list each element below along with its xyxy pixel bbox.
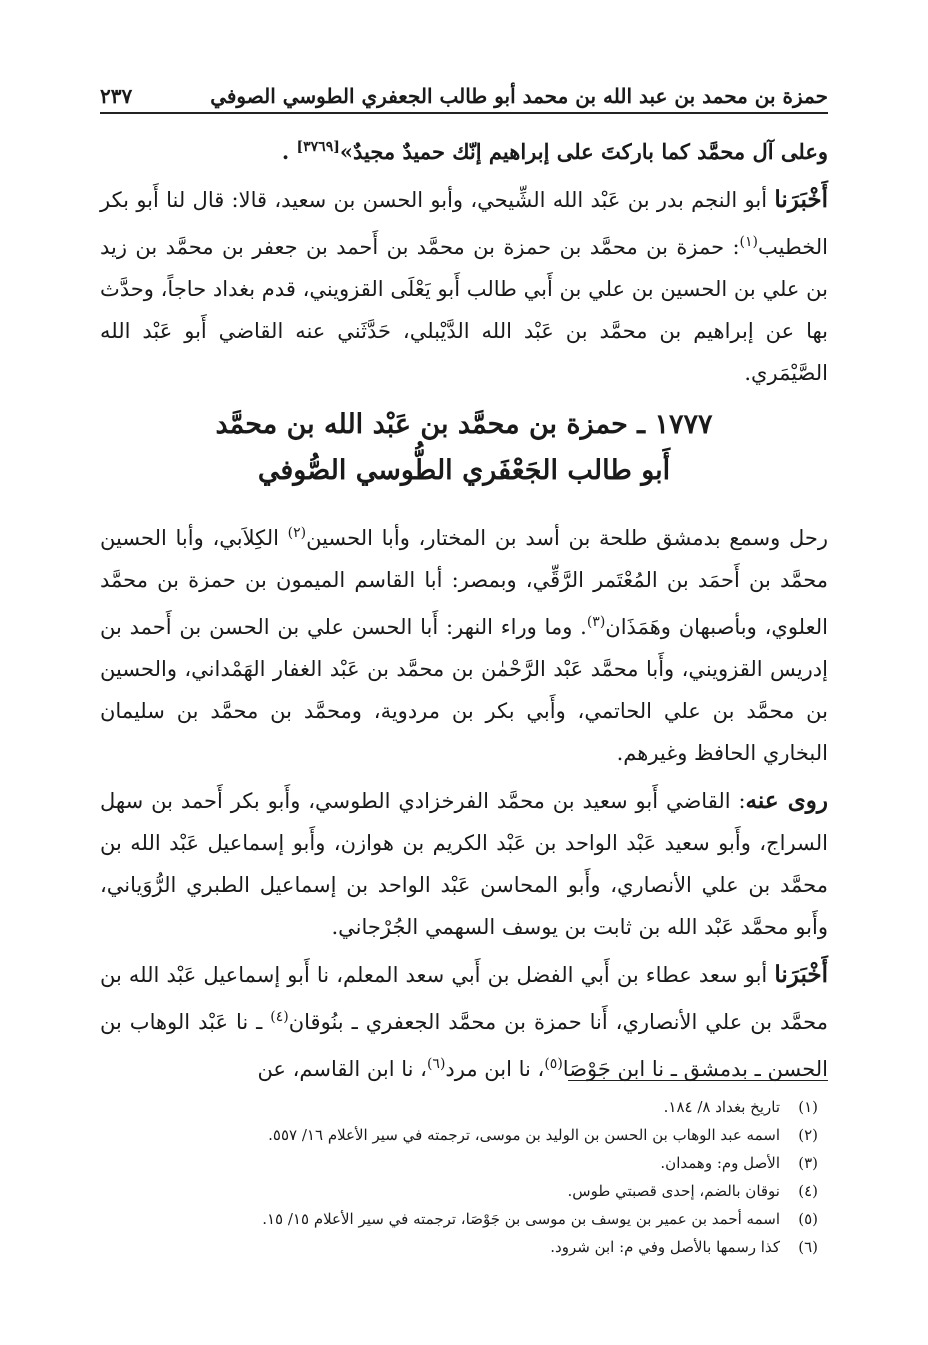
biography-title-line-1: ١٧٧٧ ـ حمزة بن محمَّد بن عَبْد الله بن محمَّد — [215, 409, 713, 440]
paragraph-3-lead: روى عنه — [745, 787, 829, 814]
hadith-number: [٣٧٦٩] — [296, 139, 340, 155]
paragraph-3-text: : القاضي أَبو سعيد بن محمَّد الفرخزادي الطوسي، وأَبو بكر أَحمد بن سهل السراج، وأَبو سعيد عَبْد الواحد بن عَبْد الكريم بن هوازن، وأَبو إسماعيل عَبْد الله بن محمَّد بن علي الأنصاري، وأَبو المحاسن عَبْد الواحد بن إسماعيل الطبري الرُّوَياني، وأَبو محمَّد عَبْد الله بن ثابت بن يوسف السهمي الجُرْجاني. — [100, 789, 828, 939]
footnote-ref-1: (١) — [739, 234, 759, 250]
paragraph-3 — [100, 780, 828, 948]
footnote-text: كذا رسمها بالأصل وفي م: ابن شرود. — [550, 1238, 780, 1256]
paragraph-1-lead: أَخْبَرَنا — [774, 186, 828, 213]
footnote-text: الأصل وم: وهمدان. — [660, 1154, 780, 1172]
paragraph-2-text-2: الكِلاَبي، وأبا الحسين محمَّد بن أَحمَد بن المُعْتَمر الرَّقِّي، وبمصر: أبا القاسم الميمون بن حمزة بن محمَّد العلوي، وبأصبهان وهَمَذَان — [100, 526, 828, 639]
paragraph-1-text: أبو النجم بدر بن عَبْد الله الشِّيحي، وأبو الحسن بن سعيد، قالا: قال لنا أَبو بكر الخطيب — [100, 188, 828, 259]
footnote-number: (١) — [798, 1098, 818, 1116]
paragraph-4-text-2: ـ نا عَبْد الوهاب بن الحسن ـ بدمشق ـ نا ابن جَوْصَا — [100, 1010, 828, 1081]
biography-title-line-2: أَبو طالب الجَعْفَري الطُّوسي الصُّوفي — [257, 455, 671, 486]
paragraph-4 — [100, 954, 828, 1090]
footnote-2 — [100, 1121, 818, 1149]
footnote-text: تاريخ بغداد ٨/ ١٨٤. — [663, 1098, 780, 1116]
footnote-5 — [100, 1205, 818, 1233]
main-text — [100, 126, 828, 1096]
footnote-ref-5: (٥) — [544, 1056, 563, 1072]
footnote-4 — [100, 1177, 818, 1205]
footnote-text: اسمه أحمد بن عمير بن يوسف بن موسى بن جَوْصَا، ترجمته في سير الأعلام ١٥/ ١٥. — [262, 1210, 780, 1228]
footnote-3 — [100, 1149, 818, 1177]
footnote-ref-2: (٢) — [287, 525, 307, 541]
paragraph-1 — [100, 179, 828, 394]
footnotes — [100, 1080, 828, 1261]
opening-line-text: وعلى آل محمَّد كما باركتَ على إبراهيم إنّك حميدٌ مجيدٌ» — [339, 139, 828, 164]
footnote-number: (٦) — [798, 1238, 818, 1256]
footnote-number: (٣) — [798, 1154, 818, 1172]
footnote-number: (٤) — [798, 1182, 818, 1200]
footnote-ref-6: (٦) — [426, 1056, 446, 1072]
paragraph-4-text-3: ، نا ابن مرد — [445, 1057, 545, 1081]
page-header — [100, 68, 828, 114]
footnote-ref-4: (٤) — [270, 1009, 289, 1025]
footnote-number: (٢) — [798, 1126, 818, 1144]
paragraph-4-text-4: ، نا ابن القاسم، عن — [257, 1057, 427, 1081]
paragraph-2-text: رحل وسمع بدمشق طلحة بن أسد بن المختار، وأبا الحسين — [306, 526, 828, 550]
footnote-number: (٥) — [798, 1210, 818, 1228]
paragraph-4-text: أبو سعد عطاء بن أَبي الفضل بن أَبي سعد المعلم، نا أَبو إسماعيل عَبْد الله بن محمَّد بن علي الأنصاري، أَنا حمزة بن محمَّد الجعفري ـ بنُوقان — [100, 963, 828, 1034]
paragraph-4-lead: أَخْبَرَنا — [774, 961, 828, 988]
footnote-ref-3: (٣) — [586, 614, 606, 630]
footnote-6 — [100, 1233, 818, 1261]
paragraph-1-text-2: : حمزة بن محمَّد بن حمزة بن محمَّد بن أَحمد بن جعفر بن محمَّد بن زيد بن علي بن الحسين بن علي بن أَبي طالب أَبو يَعْلَى القزويني، قدم بغداد حاجاً، وحدَّث بها عن إبراهيم بن محمَّد بن عَبْد الله الدَّيْبلي، حَدَّثَني عنه القاضي أَبو عَبْد الله الصَّيْمَري. — [100, 235, 828, 385]
footnote-1 — [100, 1093, 818, 1121]
paragraph-2-text-3: . وما وراء النهر: أَبا الحسن علي بن الحسن بن أَحمد بن إدريس القزويني، وأَبا محمَّد عَبْد الرَّحْمٰن بن محمَّد بن عَبْد الغفار الهَمْداني، والحسين بن محمَّد بن علي الحاتمي، وأَبي بكر بن مردوية، ومحمَّد بن محمَّد بن سليمان البخاري الحافظ وغيرهم. — [100, 615, 828, 765]
biography-title — [100, 402, 828, 494]
footnote-text: اسمه عبد الوهاب بن الحسن بن الوليد بن موسى، ترجمته في سير الأعلام ١٦/ ٥٥٧. — [268, 1126, 780, 1144]
running-title: حمزة بن محمد بن عبد الله بن محمد أبو طالب الجعفري الطوسي الصوفي — [210, 84, 828, 108]
paragraph-2 — [100, 512, 828, 774]
footnote-text: نوقان بالضم، إحدى قصبتي طوس. — [567, 1182, 780, 1200]
page-number: ٢٣٧ — [100, 84, 133, 108]
opening-line: وعلى آل محمَّد كما باركتَ على إبراهيم إنّك حميدٌ مجيدٌ»[٣٧٦٩] . — [281, 139, 828, 164]
footnote-divider — [568, 1080, 828, 1081]
